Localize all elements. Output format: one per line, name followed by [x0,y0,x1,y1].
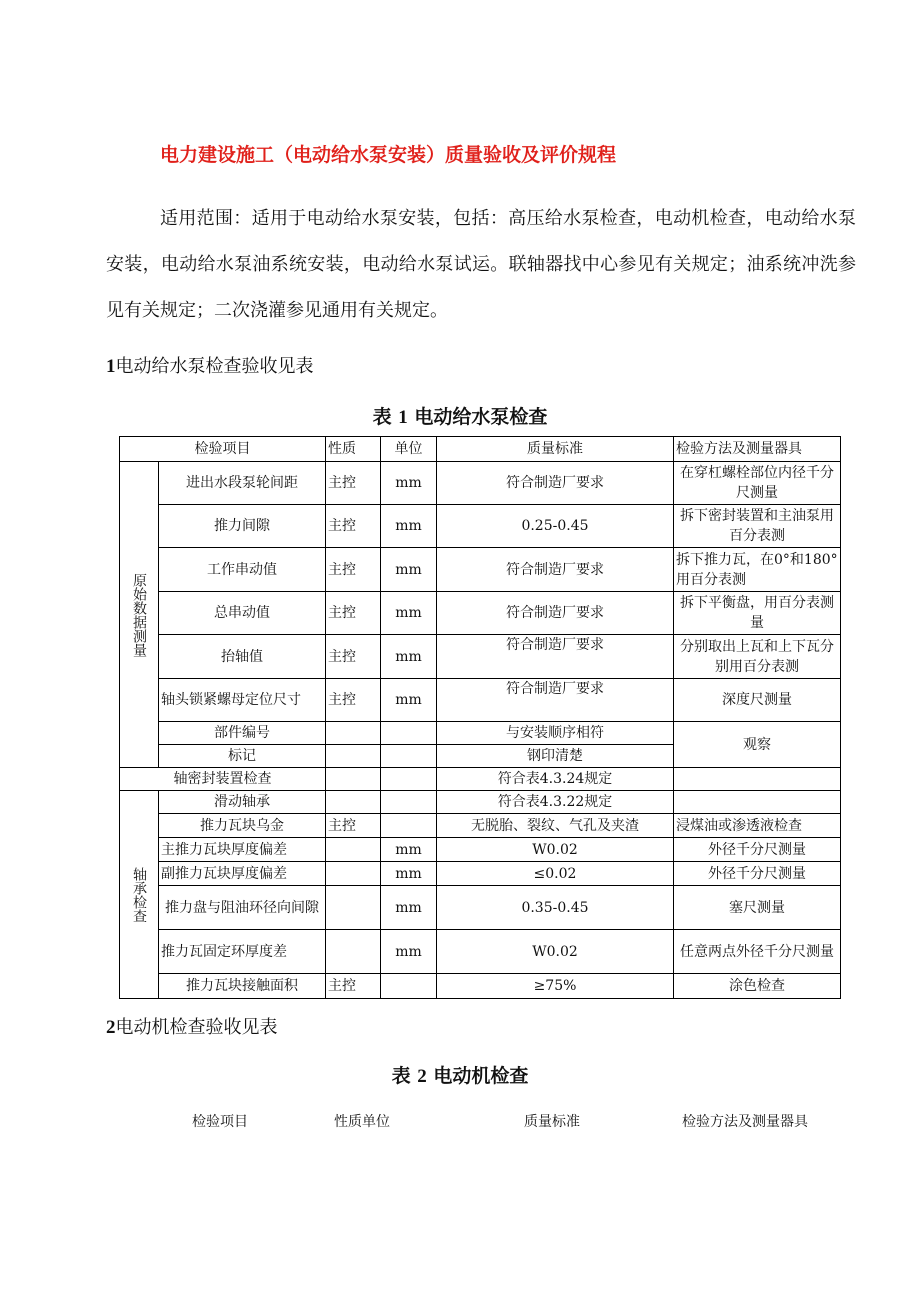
row-item: 主推力瓦块厚度偏差 [159,838,326,862]
row-standard: 符合制造厂要求 [437,679,674,722]
row-item: 副推力瓦块厚度偏差 [159,862,326,886]
row-standard: W0.02 [437,838,674,862]
row-method [674,791,841,814]
table-header-row [120,437,841,462]
row-standard: 符合制造厂要求 [437,548,674,592]
caption-prefix: 表 [372,406,392,428]
row-standard: 钢印清楚 [437,745,674,768]
row-method: 分别取出上瓦和上下瓦分别用百分表测 [674,635,841,679]
row-item: 抬轴值 [159,635,326,679]
section-1-text: 电动给水泵检查验收见表 [115,356,314,377]
row-nature [326,745,381,768]
table-row [120,505,841,548]
row-standard: 无脱胎、裂纹、气孔及夹渣 [437,814,674,838]
row-unit [381,745,437,768]
row-standard: 符合表4.3.22规定 [437,791,674,814]
row-method: 浸煤油或渗透液检查 [674,814,841,838]
table-row [120,592,841,635]
row-nature: 主控 [326,679,381,722]
row-standard: 0.35-0.45 [437,886,674,930]
row-nature: 主控 [326,548,381,592]
row-standard: 符合表4.3.24规定 [437,768,674,791]
row-standard: 符合制造厂要求 [437,462,674,505]
caption-number: 1 [398,407,408,428]
row-unit: mm [381,548,437,592]
group-bearing-check: 轴承检查 [120,791,159,999]
table-row [120,886,841,930]
row-nature: 主控 [326,505,381,548]
row-item: 推力盘与阻油环径向间隙 [159,886,326,930]
caption-text: 电动给水泵检查 [414,406,548,428]
caption-number: 2 [417,1066,427,1087]
row-method: 任意两点外径千分尺测量 [674,930,841,974]
table-row [120,768,841,791]
table-row [120,722,841,745]
row-item: 工作串动值 [159,548,326,592]
row-unit: mm [381,635,437,679]
table-row [120,838,841,862]
row-item: 进出水段泵轮间距 [159,462,326,505]
table-2-header-item: 检验项目 [192,1114,248,1130]
caption-prefix: 表 [391,1065,411,1087]
row-unit: mm [381,886,437,930]
section-1-heading [106,352,314,378]
row-nature [326,886,381,930]
row-nature: 主控 [326,462,381,505]
table-row [120,862,841,886]
section-2-heading [106,1013,278,1039]
table-1 [119,436,841,999]
header-unit: 单位 [381,437,437,462]
header-item: 检验项目 [120,437,326,462]
row-unit [381,814,437,838]
table-1-caption [0,402,920,429]
row-method: 深度尺测量 [674,679,841,722]
row-standard: W0.02 [437,930,674,974]
row-unit [381,722,437,745]
row-item: 轴密封装置检查 [120,768,326,791]
header-method: 检验方法及测量器具 [674,437,841,462]
row-item: 标记 [159,745,326,768]
row-item: 轴头锁紧螺母定位尺寸 [159,679,326,722]
table-2-caption [0,1061,920,1088]
group-original-data: 原始数据测量 [120,462,159,768]
table-row [120,679,841,722]
row-unit: mm [381,862,437,886]
row-unit [381,791,437,814]
row-item: 推力间隙 [159,505,326,548]
row-standard: ≤0.02 [437,862,674,886]
table-row [120,974,841,999]
header-standard: 质量标准 [437,437,674,462]
row-item: 总串动值 [159,592,326,635]
row-method: 观察 [674,722,841,768]
row-standard: 符合制造厂要求 [437,592,674,635]
row-nature [326,722,381,745]
row-unit: mm [381,462,437,505]
row-standard: ≥75% [437,974,674,999]
row-nature: 主控 [326,635,381,679]
row-method: 涂色检查 [674,974,841,999]
row-item: 推力瓦固定环厚度差 [159,930,326,974]
header-nature: 性质 [326,437,381,462]
row-standard: 0.25-0.45 [437,505,674,548]
row-nature: 主控 [326,814,381,838]
row-unit: mm [381,592,437,635]
row-unit [381,768,437,791]
table-2-header-nature-unit: 性质单位 [334,1114,390,1130]
row-nature [326,838,381,862]
row-item: 推力瓦块乌金 [159,814,326,838]
row-item: 滑动轴承 [159,791,326,814]
row-nature [326,862,381,886]
row-method: 在穿杠螺栓部位内径千分尺测量 [674,462,841,505]
row-method: 塞尺测量 [674,886,841,930]
row-standard: 符合制造厂要求 [437,635,674,679]
row-nature: 主控 [326,974,381,999]
row-method: 外径千分尺测量 [674,862,841,886]
row-unit: mm [381,930,437,974]
table-2-header-method: 检验方法及测量器具 [682,1114,808,1130]
section-2-number: 2 [106,1017,116,1038]
page-title: 电力建设施工（电动给水泵安装）质量验收及评价规程 [160,144,617,166]
row-method: 拆下密封装置和主油泵用百分表测 [674,505,841,548]
row-method: 拆下推力瓦，在0°和180°用百分表测 [674,548,841,592]
row-unit: mm [381,838,437,862]
table-row [120,930,841,974]
table-row [120,462,841,505]
table-row [120,791,841,814]
table-row [120,548,841,592]
row-item: 推力瓦块接触面积 [159,974,326,999]
row-unit: mm [381,679,437,722]
caption-text: 电动机检查 [433,1065,529,1087]
row-method: 外径千分尺测量 [674,838,841,862]
row-nature [326,930,381,974]
table-2-header-standard: 质量标准 [524,1114,580,1130]
row-nature [326,791,381,814]
scope-paragraph: 适用范围：适用于电动给水泵安装，包括：高压给水泵检查，电动机检查，电动给水泵安装，电动给水泵油系统安装，电动给水泵试运。联轴器找中心参见有关规定；油系统冲洗参见有关规定；二次浇灌参见通用有关规定。 [106,208,856,321]
row-method [674,768,841,791]
row-standard: 与安装顺序相符 [437,722,674,745]
row-unit: mm [381,505,437,548]
row-nature: 主控 [326,592,381,635]
row-unit [381,974,437,999]
section-2-text: 电动机检查验收见表 [115,1017,278,1038]
table-row [120,814,841,838]
section-1-number: 1 [106,356,116,377]
row-item: 部件编号 [159,722,326,745]
row-method: 拆下平衡盘，用百分表测量 [674,592,841,635]
row-nature [326,768,381,791]
table-row [120,635,841,679]
